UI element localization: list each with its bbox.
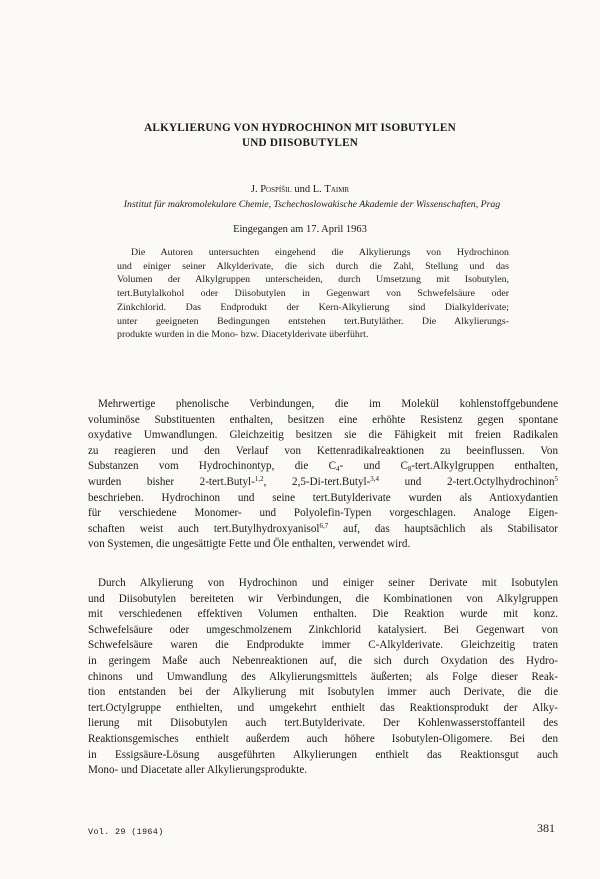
abstract-line: Volumen der Alkylgruppen unterscheiden, durch Umsetzung mit Isobutylen, [117,274,509,286]
paragraph-line: Mono- und Diacetate aller Alkylierungsprodukte. [88,764,308,777]
journal-volume: Vol. 29 (1964) [88,827,164,837]
paragraph-line: Mehrwertige phenolische Verbindungen, die im Molekül kohlenstoffgebundene [98,398,558,410]
paragraph-line: für verschiedene Monomer- und Polyolefin-Typen vorgeschlagen. Analoge Eigen- [88,507,558,520]
title-line-1: ALKYLIERUNG VON HYDROCHINON MIT ISOBUTYLEN [144,122,456,134]
paragraph-line [88,459,558,475]
paragraph-line: von Systemen, die ungesättigte Fette und Öle enthalten, verwendet wird. [88,538,411,551]
abstract-line: Die Autoren untersuchten eingehend die Alkylierungs von Hydrochinon [131,247,509,258]
text-fragment: , 2,5-Di-tert.Butyl- [263,475,371,488]
subscript: 4 [335,465,340,474]
paragraph-line: Schwefelsäure waren die Endprodukte immer C-Alkylderivate. Gleichzeitig traten [88,639,558,652]
paragraph-line: tion entstanden bei der Alkylierung mit Isobutylen immer auch Derivate, die die [88,686,558,699]
abstract-line: und einiger seiner Alkylderivate, die sich durch die Zahl, Stellung und das [117,260,509,272]
title-line-2: UND DIISOBUTYLEN [241,137,359,149]
text-fragment: und 2-tert.Octylhydrochinon [379,475,555,488]
author-line [60,183,540,196]
affiliation: Institut für makromolekulare Chemie, Tschechoslowakische Akademie der Wissenschaften, Prag [123,199,501,210]
text-fragment: Substanzen vom Hydrochinontyp, die C [88,460,336,473]
paragraph-line: mit verschiedenen effektiven Volumen enthalten. Die Reaktion wurde mit konz. [88,608,558,621]
author-2-surname: Taimr [324,184,350,195]
abstract-line: Zinkchlorid. Das Endprodukt der Kern-Alkylierung sind Dialkylderivate; [117,301,509,313]
text-fragment: -tert.Alkylgruppen enthalten, [411,460,558,473]
paragraph-line: in Essigsäure-Lösung ausgeführten Alkylierungen enthielt das Reaktionsgut auch [88,748,558,761]
paragraph-line: voluminöse Substituenten enthalten, besitzen eine erhöhte Resistenz gegen spontane [88,413,558,426]
paragraph-line: in geringem Maße auch Nebenreaktionen auf, die sich durch Oxydation des Hydro- [88,654,558,667]
abstract [117,246,509,342]
citation-superscript: 3,4 [370,474,380,483]
text-fragment: auf, das hauptsächlich als Stabilisator [328,522,559,535]
abstract-line: tert.Butylalkohol oder Diisobutylen in Gegenwart von Schwefelsäure oder [117,288,509,300]
author-1-surname: Pospíšil [260,184,292,195]
author-conjunction: und L. [291,184,325,195]
paragraph-line: Durch Alkylierung von Hydrochinon und einiger seiner Derivate mit Isobutylen [98,577,558,589]
paragraph-line [88,522,558,538]
page-number: 381 [537,821,555,835]
author-1-initial: J. [250,184,261,195]
article-title [60,121,540,151]
paragraph-line: chinons und Umwandlung des Alkylierungsmittels äußerten; als Folge dieser Reak- [88,670,558,683]
paragraph-line: Schwefelsäure oder umgeschmolzenem Zinkchlorid katalysiert. Bei Gegenwart von [88,623,558,636]
paragraph-line [88,475,558,491]
text-fragment: wurden bisher 2-tert.Butyl- [88,475,255,488]
text-fragment: schaften weist auch tert.Butylhydroxyanisol [88,522,320,535]
abstract-line: produkte wurden in die Mono- bzw. Diacetylderivate überführt. [117,329,369,341]
text-fragment: - und C [339,460,408,473]
citation-superscript: 1,2 [254,474,264,483]
body-paragraph-2 [88,576,558,779]
received-date: Eingegangen am 17. April 1963 [233,224,367,235]
paragraph-line: und Diisobutylen bereiteten wir Verbindungen, die Kombinationen von Alkylgruppen [88,592,558,605]
citation-superscript: 6,7 [319,521,329,530]
subscript: 8 [407,465,412,474]
paragraph-line: beschrieben. Hydrochinon und seine tert.Butylderivate wurden als Antioxydantien [88,491,558,504]
abstract-line: unter geeigneten Bedingungen entstehen tert.Butyläther. Die Alkylierungs- [117,315,509,327]
paragraph-line: zu reagieren und den Verlauf von Kettenradikalreaktionen zu beeinflussen. Von [88,444,558,457]
paragraph-line: tert.Octylgruppe enthielten, und umgekehrt enthielt das Reaktionsprodukt der Alky- [88,701,558,714]
paragraph-line: oxydative Umwandlungen. Gleichzeitig besitzen sie die Fähigkeit mit freien Radikalen [88,429,558,442]
paragraph-line: Reaktionsgemisches enthielt außerdem auch höhere Isobutylen-Oligomere. Bei den [88,732,558,745]
body-paragraph-1 [88,397,558,553]
citation-superscript: 5 [554,474,558,483]
paragraph-line: lierung mit Diisobutylen auch tert.Butylderivate. Der Kohlenwasserstoffanteil des [88,717,558,730]
